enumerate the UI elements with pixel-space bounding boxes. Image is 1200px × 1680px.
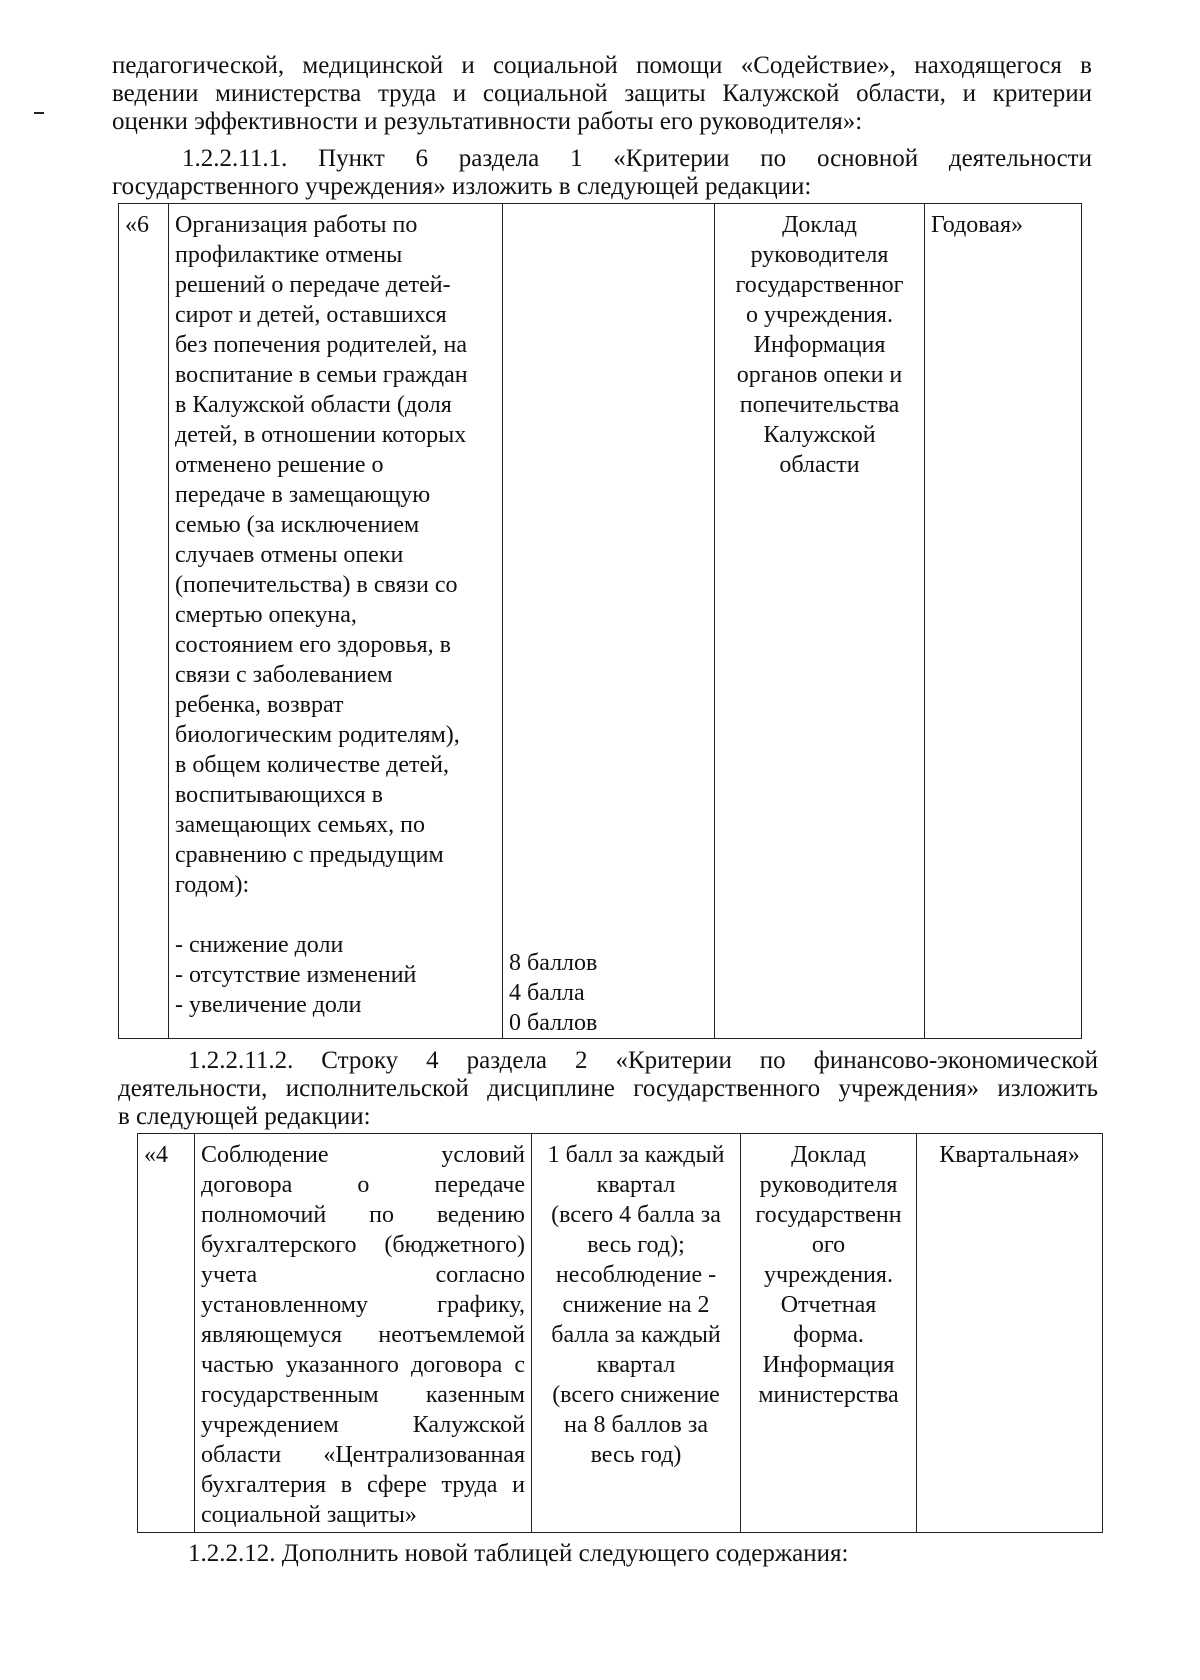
score-line: (всего снижение [552,1382,720,1408]
margin-dash [34,112,44,114]
source-line: форма. [793,1322,864,1348]
paragraph-1-2-2-12 [118,1540,1098,1568]
criterion-line: сравнению с предыдущим [175,842,444,868]
option-label: - отсутствие изменений [175,962,417,988]
source-line: учреждения. [764,1262,893,1288]
criterion-line: (попечительства) в связи со [175,572,458,598]
score-line: весь год); [587,1232,685,1258]
source-line: Калужской [763,422,876,448]
intro-line: оценки эффективности и результативности работы его руководителя»: [112,108,863,135]
table-row [138,1134,1103,1533]
criterion-line: смертью опекуна, [175,602,357,628]
criterion-line: Организация работы по [175,212,418,238]
source-line: Доклад [782,212,857,238]
intro-line: ведении министерства труда и социальной защиты Калужской области, и критерии [112,80,1092,107]
criterion-line: передаче в замещающую [175,482,431,508]
criterion-line: сирот и детей, оставшихся [175,302,447,328]
period-cell [925,204,1082,1039]
paragraph-line: 1.2.2.11.1. Пункт 6 раздела 1 «Критерии по основной деятельности [182,145,1092,172]
criterion-line: замещающих семьях, по [175,812,425,838]
option-score: 0 баллов [509,1010,598,1036]
source-line: попечительства [739,392,900,418]
criterion-line: учета согласно [201,1262,525,1288]
source-line: Информация [762,1352,895,1378]
score-cell [532,1134,741,1533]
criterion-line: случаев отмены опеки [175,542,404,568]
option-score: 8 баллов [509,950,598,976]
criterion-line: Соблюдение условий [201,1142,525,1168]
paragraph-line: 1.2.2.11.2. Строку 4 раздела 2 «Критерии по финансово-экономической [188,1047,1098,1074]
intro-paragraph [112,52,1092,136]
criterion-line: бухгалтерия в сфере труда и [201,1472,525,1498]
criterion-line: воспитание в семьи граждан [175,362,468,388]
score-line: квартал [596,1172,676,1198]
option-label: - снижение доли [175,932,344,958]
paragraph-1-2-2-11-1 [112,145,1092,201]
criterion-line: состоянием его здоровья, в [175,632,451,658]
option-label: - увеличение доли [175,992,362,1018]
criterion-line: воспитывающихся в [175,782,383,808]
intro-line: педагогической, медицинской и социальной помощи «Содействие», находящегося в [112,52,1092,79]
period-cell [917,1134,1103,1533]
criterion-line: области «Централизованная [201,1442,525,1468]
row-number: «6 [125,212,149,238]
period-value: Квартальная» [939,1142,1080,1168]
source-line: государственн [755,1202,902,1228]
source-line: Информация [753,332,886,358]
score-line: (всего 4 балла за [551,1202,721,1228]
period-value: Годовая» [931,212,1023,238]
option-score: 4 балла [509,980,585,1006]
score-line: балла за каждый [551,1322,721,1348]
source-line: Отчетная [780,1292,877,1318]
criterion-line: частью указанного договора с [201,1352,525,1378]
criterion-cell [169,204,503,1039]
source-line: государственног [735,272,904,298]
paragraph-line: государственного учреждения» изложить в следующей редакции: [112,173,812,200]
criterion-line: договора о передаче [201,1172,525,1198]
criterion-cell [195,1134,532,1533]
source-line: области [779,452,860,478]
source-line: руководителя [759,1172,898,1198]
paragraph-1-2-2-11-2 [118,1047,1098,1131]
source-cell [715,204,925,1039]
criterion-line: профилактике отмены [175,242,403,268]
criterion-line: отменено решение о [175,452,384,478]
score-line: квартал [596,1352,676,1378]
row-number-cell [138,1134,195,1533]
score-line: несоблюдение - [555,1262,717,1288]
source-line: ого [811,1232,846,1258]
score-line: 1 балл за каждый [547,1142,725,1168]
source-line: руководителя [750,242,889,268]
paragraph-line: деятельности, исполнительской дисциплине государственного учреждения» изложить [118,1075,1098,1102]
criteria-table-1 [118,203,1082,1039]
criterion-line: решений о передаче детей- [175,272,451,298]
source-cell [741,1134,917,1533]
criterion-line: без попечения родителей, на [175,332,467,358]
criterion-line: детей, в отношении которых [175,422,467,448]
criterion-line: в общем количестве детей, [175,752,449,778]
source-line: министерства [758,1382,899,1408]
criterion-line: установленному графику, [201,1292,525,1318]
score-line: весь год) [590,1442,682,1468]
criterion-line: семью (за исключением [175,512,420,538]
score-line: снижение на 2 [562,1292,710,1318]
criterion-line: социальной защиты» [201,1502,417,1528]
criterion-line: биологическим родителям), [175,722,460,748]
paragraph-line: в следующей редакции: [118,1103,371,1130]
score-cell [503,204,715,1039]
criterion-line: учреждением Калужской [201,1412,525,1438]
source-line: органов опеки и [736,362,903,388]
criterion-line: в Калужской области (доля [175,392,452,418]
criterion-line: являющемуся неотъемлемой [201,1322,525,1348]
table-row [119,204,1082,1039]
row-number-cell [119,204,169,1039]
source-line: о учреждения. [746,302,893,328]
criteria-table-2 [137,1133,1103,1533]
score-line: на 8 баллов за [564,1412,708,1438]
criterion-line: государственным казенным [201,1382,525,1408]
paragraph-line: 1.2.2.12. Дополнить новой таблицей следующего содержания: [188,1540,849,1567]
criterion-line: связи с заболеванием [175,662,393,688]
source-line: Доклад [791,1142,866,1168]
criterion-line: годом): [175,872,250,898]
criterion-line: бухгалтерского (бюджетного) [201,1232,525,1258]
criterion-line: полномочий по ведению [201,1202,525,1228]
row-number: «4 [144,1142,168,1168]
criterion-line: ребенка, возврат [175,692,344,718]
